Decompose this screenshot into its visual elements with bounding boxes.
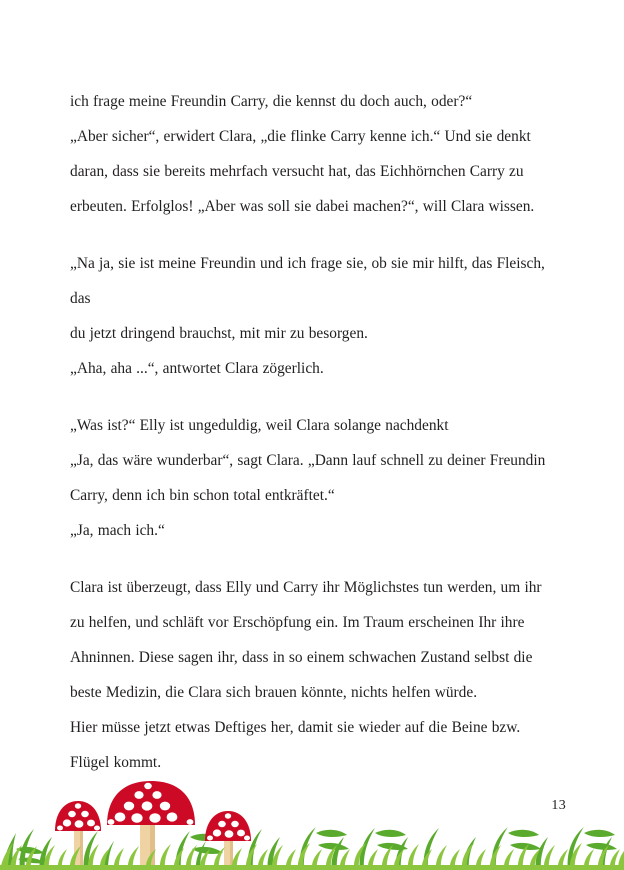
text-line: daran, dass sie bereits mehrfach versucht hat, das Eichhörnchen Carry zu [70, 163, 524, 180]
text-line: Clara ist überzeugt, dass Elly und Carry ihr Möglichstes tun werden, um ihr [70, 579, 542, 596]
text-line: „Was ist?“ Elly ist ungeduldig, weil Clara solange nachdenkt [70, 417, 449, 434]
mushroom-small-left [55, 801, 101, 870]
text-line: „Ja, mach ich.“ [70, 522, 165, 539]
text-line: „Aha, aha ...“, antwortet Clara zögerlich. [70, 360, 324, 377]
text-line: ich frage meine Freundin Carry, die kennst du doch auch, oder?“ [70, 93, 473, 110]
grass-sprigs [16, 830, 617, 864]
mushroom-small-right [205, 811, 251, 870]
text-line: Hier müsse jetzt etwas Deftiges her, damit sie wieder auf die Beine bzw. [70, 719, 521, 736]
mushrooms-and-grass-border [0, 775, 624, 870]
text-line: zu helfen, und schläft vor Erschöpfung ein. Im Traum erscheinen Ihr ihre [70, 614, 525, 631]
text-line: du jetzt dringend brauchst, mit mir zu besorgen. [70, 325, 368, 342]
mushroom-cap-dots [207, 813, 250, 840]
text-line: „Na ja, sie ist meine Freundin und ich frage sie, ob sie mir hilft, das Fleisch, das [70, 255, 550, 307]
text-line: beste Medizin, die Clara sich brauen könnte, nichts helfen würde. [70, 684, 478, 701]
paragraph-1 [70, 84, 560, 224]
text-line: „Aber sicher“, erwidert Clara, „die flinke Carry kenne ich.“ Und sie denkt [70, 128, 531, 145]
text-line: Ahninnen. Diese sagen ihr, dass in so einem schwachen Zustand selbst die [70, 649, 533, 666]
page-number: 13 [551, 798, 566, 813]
paragraph-4 [70, 570, 560, 780]
mushroom-large-center [107, 781, 195, 870]
page-body-text [70, 84, 560, 780]
mushroom-cap-dots [108, 783, 194, 825]
paragraph-2 [70, 246, 560, 386]
text-line: Flügel kommt. [70, 754, 162, 771]
text-line: Carry, denn ich bin schon total entkräftet.“ [70, 487, 335, 504]
grass-front-layer [0, 843, 624, 870]
grass-ground-strip [0, 865, 624, 870]
text-line: „Ja, das wäre wunderbar“, sagt Clara. „Dann lauf schnell zu deiner Freundin [70, 452, 546, 469]
mushroom-cap-dots [57, 803, 100, 830]
paragraph-3 [70, 408, 560, 548]
grass-back-layer [2, 827, 612, 870]
text-line: erbeuten. Erfolglos! „Aber was soll sie dabei machen?“, will Clara wissen. [70, 198, 535, 215]
